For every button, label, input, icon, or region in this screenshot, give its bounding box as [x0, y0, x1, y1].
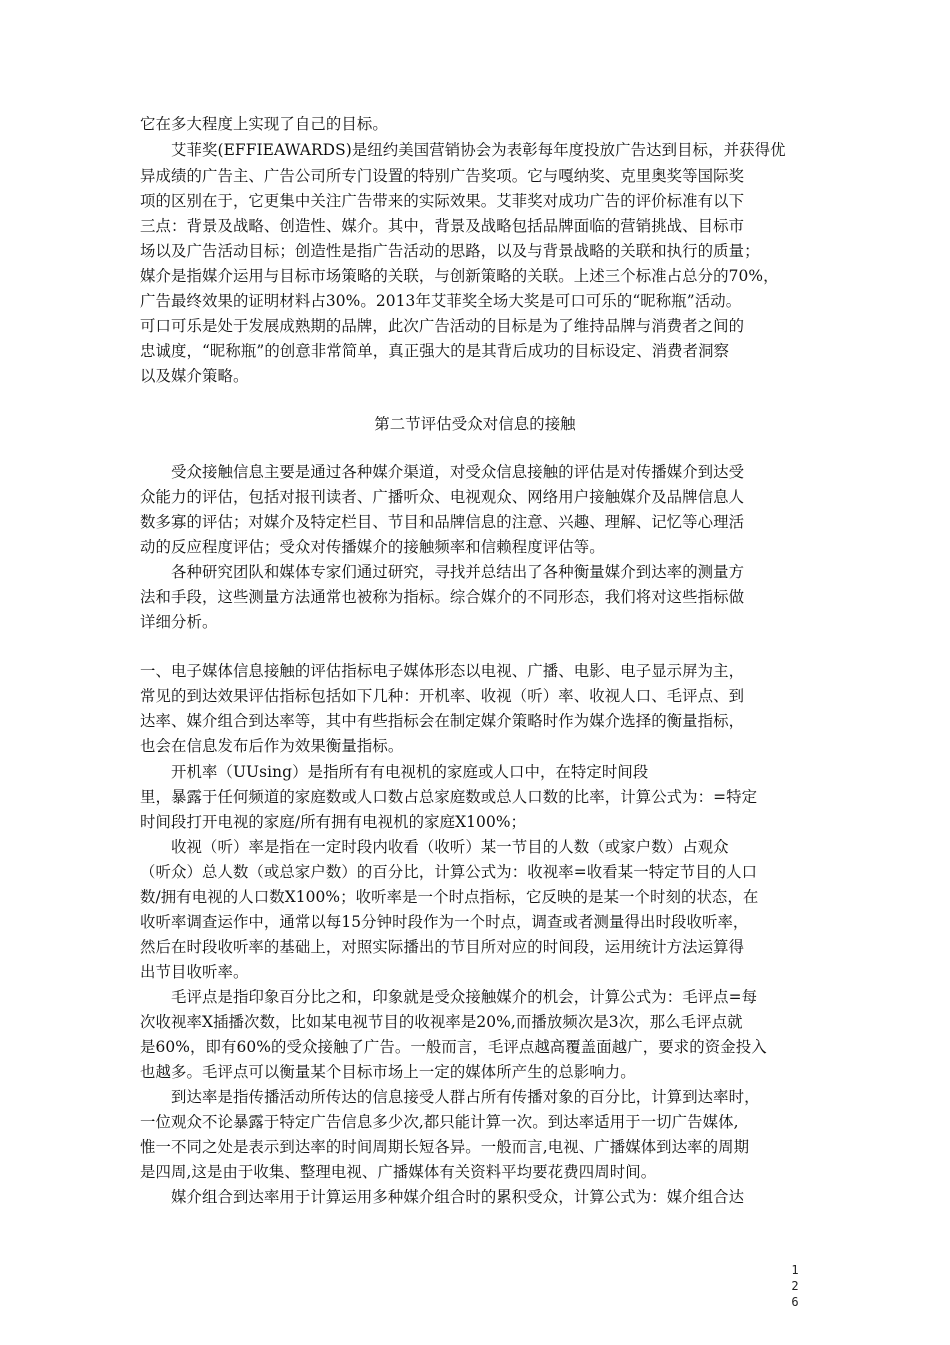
text-line: 它在多大程度上实现了自己的目标。: [140, 115, 388, 133]
text-line: 动的反应程度评估；受众对传播媒介的接触频率和信赖程度评估等。: [140, 538, 605, 556]
text-line: 项的区别在于，它更集中关注广告带来的实际效果。艾菲奖对成功广告的评价标准有以下: [140, 192, 745, 210]
section-heading: 第二节评估受众对信息的接触: [374, 415, 576, 433]
text-line: 毛评点是指印象百分比之和，印象就是受众接触媒介的机会，计算公式为：毛评点=每: [171, 988, 758, 1006]
text-line: 是60%，即有60%的受众接触了广告。一般而言，毛评点越高覆盖面越广，要求的资金投入: [140, 1038, 767, 1056]
page-number-digit: 6: [791, 1295, 799, 1309]
text-line: 三点：背景及战略、创造性、媒介。其中，背景及战略包括品牌面临的营销挑战、目标市: [140, 217, 745, 235]
text-line: 数/拥有电视的人口数X100%；收听率是一个时点指标，它反映的是某一个时刻的状态，在: [140, 888, 759, 906]
text-line: 忠诚度，“昵称瓶”的创意非常简单，真正强大的是其背后成功的目标设定、消费者洞察: [140, 342, 730, 360]
text-line: 收听率调查运作中，通常以每15分钟时段作为一个时点，调查或者测量得出时段收听率，: [140, 913, 749, 931]
text-line: 可口可乐是处于发展成熟期的品牌，此次广告活动的目标是为了维持品牌与消费者之间的: [140, 317, 745, 335]
text-line: 详细分析。: [140, 613, 218, 631]
text-line: 开机率（UUsing）是指所有有电视机的家庭或人口中，在特定时间段: [171, 763, 649, 781]
text-line: 收视（听）率是指在一定时段内收看（收听）某一节目的人数（或家户数）占观众: [171, 838, 729, 856]
text-line: 然后在时段收听率的基础上，对照实际播出的节目所对应的时间段，运用统计方法运算得: [140, 938, 745, 956]
page-number-digit: 1: [791, 1263, 799, 1277]
text-line: 一位观众不论暴露于特定广告信息多少次,都只能计算一次。到达率适用于一切广告媒体,: [140, 1113, 739, 1131]
text-line: 出节目收听率。: [140, 963, 249, 981]
text-line: 时间段打开电视的家庭/所有拥有电视机的家庭X100%；: [140, 813, 527, 831]
text-line: 达率、媒介组合到达率等，其中有些指标会在制定媒介策略时作为媒介选择的衡量指标，: [140, 712, 745, 730]
text-line: 异成绩的广告主、广告公司所专门设置的特别广告奖项。它与嘎纳奖、克里奥奖等国际奖: [140, 167, 745, 185]
text-line: 媒介是指媒介运用与目标市场策略的关联，与创新策略的关联。上述三个标准占总分的70%，: [140, 267, 779, 285]
text-line: 惟一不同之处是表示到达率的时间周期长短各异。一般而言,电视、广播媒体到达率的周期: [140, 1138, 750, 1156]
text-line: 众能力的评估，包括对报刊读者、广播听众、电视观众、网络用户接触媒介及品牌信息人: [140, 488, 745, 506]
text-line: 里，暴露于任何频道的家庭数或人口数占总家庭数或总人口数的比率，计算公式为：=特定: [140, 788, 758, 806]
text-line: 是四周,这是由于收集、整理电视、广播媒体有关资料平均要花费四周时间。: [140, 1163, 657, 1181]
text-line: 也越多。毛评点可以衡量某个目标市场上一定的媒体所产生的总影响力。: [140, 1063, 636, 1081]
text-line: 受众接触信息主要是通过各种媒介渠道，对受众信息接触的评估是对传播媒介到达受: [171, 463, 745, 481]
text-line: 法和手段，这些测量方法通常也被称为指标。综合媒介的不同形态，我们将对这些指标做: [140, 588, 745, 606]
text-line: 以及媒介策略。: [140, 367, 249, 385]
text-line: 艾菲奖(EFFIEAWARDS)是纽约美国营销协会为表彰每年度投放广告达到目标，并获得优: [171, 141, 786, 159]
text-line: 到达率是指传播活动所传达的信息接受人群占所有传播对象的百分比，计算到达率时，: [171, 1088, 760, 1106]
text-line: 次收视率X插播次数，比如某电视节目的收视率是20%,而播放频次是3次，那么毛评点就: [140, 1013, 743, 1031]
text-line: 数多寡的评估；对媒介及特定栏目、节目和品牌信息的注意、兴趣、理解、记忆等心理活: [140, 513, 745, 531]
text-line: 各种研究团队和媒体专家们通过研究，寻找并总结出了各种衡量媒介到达率的测量方: [171, 563, 745, 581]
text-line: 场以及广告活动目标；创造性是指广告活动的思路，以及与背景战略的关联和执行的质量；: [140, 242, 760, 260]
page-number-digit: 2: [791, 1279, 799, 1293]
text-line: 媒介组合到达率用于计算运用多种媒介组合时的累积受众，计算公式为：媒介组合达: [171, 1188, 745, 1206]
text-line: （听众）总人数（或总家户数）的百分比，计算公式为：收视率=收看某一特定节目的人口: [140, 863, 758, 881]
text-line: 广告最终效果的证明材料占30%。2013年艾菲奖全场大奖是可口可乐的“昵称瓶”活动。: [140, 292, 742, 310]
text-line: 一、电子媒体信息接触的评估指标电子媒体形态以电视、广播、电影、电子显示屏为主，: [140, 662, 745, 680]
text-line: 也会在信息发布后作为效果衡量指标。: [140, 737, 404, 755]
text-line: 常见的到达效果评估指标包括如下几种：开机率、收视（听）率、收视人口、毛评点、到: [140, 687, 745, 705]
